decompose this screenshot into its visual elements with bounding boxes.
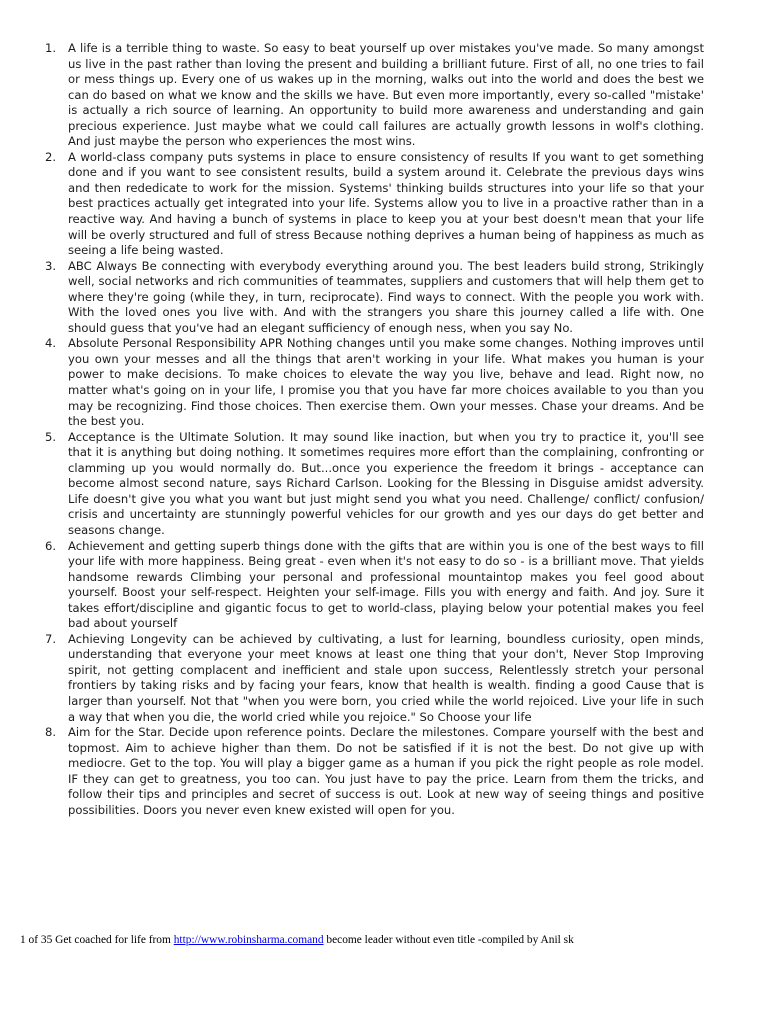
list-item-text: Absolute Personal Responsibility APR Nothing changes until you make some changes. Nothing improves until you own your messes and all the things that aren't working in your life. What makes you human is your power to make decisions. To make choices to elevate the way you live, behave and lead. Right now, no matter what's going on in your life, I promise you that you have far more choices available to you than you may be recognizing. Find those choices. Then exercise them. Own your messes. Chase your dreams. And be the best you. [68,336,704,429]
list-item [38,150,704,259]
list-item-number: 3. [44,258,56,273]
list-item-number: 2. [44,149,56,164]
footer-prefix: 1 of 35 Get coached for life from [20,934,174,946]
list-item-text: ABC Always Be connecting with everybody everything around you. The best leaders build strong, Strikingly well, social networks and rich communities of teammates, suppliers and customers that will help them get to where they're going (while they, in turn, reciprocate). Find ways to connect. With the people you work with. With the loved ones you live with. And with the strangers you share this journey called a life with. One should guess that you've had an elegant sufficiency of enough ness, when you say No. [68,258,704,335]
list-item [38,539,704,632]
footer-link[interactable]: http://www.robinsharma.comand [173,934,324,946]
list-item-text: Acceptance is the Ultimate Solution. It may sound like inaction, but when you try to practice it, you'll see that it is anything but doing nothing. It sometimes requires more effort than the complaining, confronting or clamming up you would normally do. But...once you experience the freedom it brings - acceptance can become almost second nature, says Richard Carlson. Looking for the Blessing in Disguise amidst adversity. Life doesn't give you what you want but just might send you what you need. Challenge/ conflict/ confusion/ crisis and uncertainty are stunningly powerful vehicles for our growth and yes our days do get better and seasons change. [68,429,704,537]
list-item [38,725,704,818]
list-item-number: 7. [44,631,56,646]
list-item [38,336,704,429]
footer-suffix: become leader without even title -compiled by Anil sk [323,934,574,946]
list-item-text: A life is a terrible thing to waste. So easy to beat yourself up over mistakes you've made. So many amongst us live in the past rather than loving the present and building a brilliant future. First of all, no one tries to fail or mess things up. Every one of us wakes up in the morning, walks out into the world and does the best we can do based on what we know and the skills we have. But even more importantly, every so-called "mistake' is actually a rich source of learning. An opportunity to build more awareness and understanding and gain precious experience. Just maybe what we could call failures are actually growth lessons in wolf's clothing. And just maybe the person who experiences the most wins. [68,41,704,149]
list-item [38,41,704,150]
list-item-text: Achieving Longevity can be achieved by cultivating, a lust for learning, boundless curiosity, open minds, understanding that everyone your meet knows at least one thing that your don't, Never Stop Improving spirit, not getting complacent and inefficient and stale upon success, Relentlessly stretch your personal frontiers by taking risks and by facing your fears, know that health is wealth. finding a good Cause that is larger than yourself. Not that "when you were born, you cried while the world rejoiced. Live your life in such a way that when you die, the world cried while you rejoice." So Choose your life [68,631,704,724]
list-item-text: Achievement and getting superb things done with the gifts that are within you is one of the best ways to fill your life with more happiness. Being great - even when it's not easy to do so - is a brilliant move. That yields handsome rewards Climbing your personal and professional mountaintop makes you feel good about yourself. Boost your self-respect. Heighten your self-image. Fills you with energy and faith. And joy. Sure it takes effort/discipline and gigantic focus to get to world-class, playing below your potential makes you feel bad about yourself [68,538,704,631]
list-item-text: Aim for the Star. Decide upon reference points. Declare the milestones. Compare yourself with the best and topmost. Aim to achieve higher than them. Do not be satisfied if it is not the best. Do not give up with mediocre. Get to the top. You will play a bigger game as a human if you pick the right people as role model. IF they can get to greatness, you too can. You just have to pay the price. Learn from them the tricks, and follow their tips and principles and secret of success is out. Look at new way of seeing things and positive possibilities. Doors you never even knew existed will open for you. [68,725,704,817]
list-item-number: 6. [44,538,56,553]
list-item-number: 8. [44,725,56,740]
numbered-list [38,41,704,818]
list-item-number: 5. [44,429,56,444]
list-item-number: 1. [44,41,56,55]
list-item [38,632,704,725]
list-item-text: A world-class company puts systems in place to ensure consistency of results If you want to get something done and if you want to see consistent results, build a system around it. Celebrate the previous days wins and then rededicate to work for the mission. Systems' thinking builds structures into your life so that your best practices actually get integrated into your life. Systems allow you to live in a proactive rather than in a reactive way. And having a bunch of systems in place to keep you at your best doesn't mean that your life will be overly structured and full of stress Because nothing deprives a human being of happiness as much as seeing a life being wasted. [68,149,704,258]
list-item-number: 4. [44,336,56,351]
list-item [38,430,704,539]
list-item [38,259,704,337]
page-footer [20,933,760,947]
